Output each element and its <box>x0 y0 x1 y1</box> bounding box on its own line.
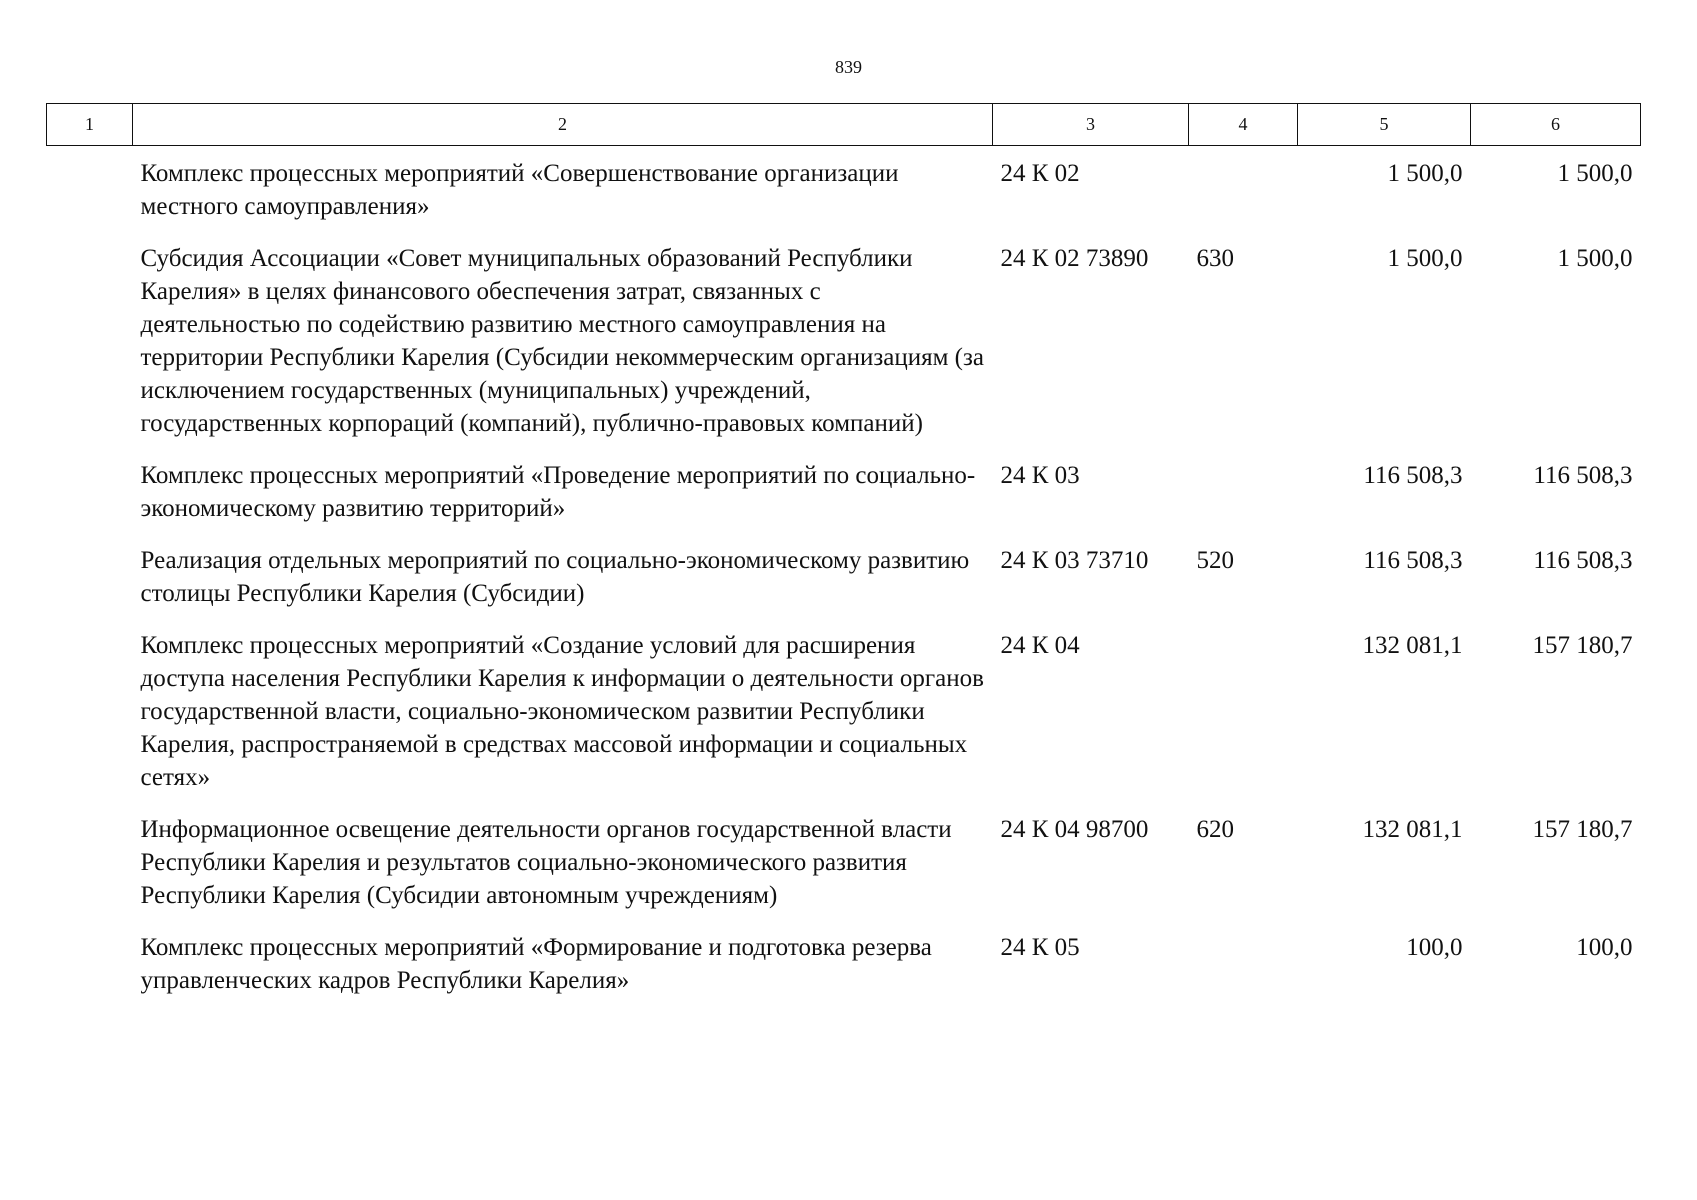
amount-col-5: 1 500,0 <box>1387 160 1463 187</box>
row-number-cell <box>47 920 133 1005</box>
row-number-cell <box>47 231 133 448</box>
header-row <box>47 104 1641 146</box>
item-code: 24 К 05 <box>1000 934 1080 961</box>
expense-type <box>1189 146 1298 232</box>
amount-col-5: 116 508,3 <box>1363 547 1463 574</box>
header-col-1: 1 <box>47 104 133 146</box>
item-name: Комплекс процессных мероприятий «Формирование и подготовка резерва управленческих кадров Республики Карелия» <box>140 934 932 994</box>
expense-type: 620 <box>1196 816 1234 843</box>
table-row <box>47 231 1641 448</box>
budget-table <box>46 103 1641 1005</box>
amount-col-5: 132 081,1 <box>1362 632 1463 659</box>
amount-col-5: 100,0 <box>1406 934 1463 961</box>
expense-type <box>1189 920 1298 1005</box>
expense-type <box>1189 448 1298 533</box>
item-name: Комплекс процессных мероприятий «Создание условий для расширения доступа населения Республики Карелия к информации о деятельности органов государственной власти, социально-экономическом развитии Республики Карелия, распространяемой в средствах массовой информации и социальных сетях» <box>140 632 984 791</box>
table-row <box>47 146 1641 232</box>
item-code: 24 К 03 <box>1000 462 1080 489</box>
amount-col-5: 1 500,0 <box>1387 245 1463 272</box>
item-code: 24 К 04 98700 <box>1000 816 1149 843</box>
amount-col-6: 116 508,3 <box>1533 547 1633 574</box>
row-number-cell <box>47 802 133 920</box>
table-row <box>47 920 1641 1005</box>
table-row <box>47 448 1641 533</box>
amount-col-6: 1 500,0 <box>1557 245 1633 272</box>
item-name: Информационное освещение деятельности органов государственной власти Республики Карелия и результатов социально-экономического развития Республики Карелия (Субсидии автономным учреждениям) <box>140 816 952 909</box>
header-col-4: 4 <box>1189 104 1298 146</box>
amount-col-5: 132 081,1 <box>1362 816 1463 843</box>
item-code: 24 К 03 73710 <box>1000 547 1149 574</box>
row-number-cell <box>47 618 133 802</box>
row-number-cell <box>47 533 133 618</box>
header-col-2: 2 <box>133 104 993 146</box>
item-code: 24 К 04 <box>1000 632 1080 659</box>
item-code: 24 К 02 73890 <box>1000 245 1149 272</box>
amount-col-5: 116 508,3 <box>1363 462 1463 489</box>
item-code: 24 К 02 <box>1000 160 1080 187</box>
page-number: 839 <box>835 57 862 77</box>
item-name: Реализация отдельных мероприятий по социально-экономическому развитию столицы Республики Карелия (Субсидии) <box>140 547 970 607</box>
amount-col-6: 116 508,3 <box>1533 462 1633 489</box>
amount-col-6: 157 180,7 <box>1532 632 1633 659</box>
amount-col-6: 157 180,7 <box>1532 816 1633 843</box>
table-row <box>47 802 1641 920</box>
item-name: Комплекс процессных мероприятий «Проведение мероприятий по социально-экономическому развитию территорий» <box>140 462 976 522</box>
table-row <box>47 618 1641 802</box>
item-name: Субсидия Ассоциации «Совет муниципальных образований Республики Карелия» в целях финансового обеспечения затрат, связанных с деятельностью по содействию развитию местного самоуправления на территории Республики Карелия (Субсидии некоммерческим организациям (за исключением государственных (муниципальных) учреждений, государственных корпораций (компаний), публично-правовых компаний) <box>140 245 984 437</box>
amount-col-6: 1 500,0 <box>1557 160 1633 187</box>
expense-type: 520 <box>1196 547 1234 574</box>
header-col-5: 5 <box>1298 104 1471 146</box>
row-number-cell <box>47 448 133 533</box>
header-col-3: 3 <box>993 104 1189 146</box>
item-name: Комплекс процессных мероприятий «Совершенствование организации местного самоуправления» <box>140 160 899 220</box>
expense-type <box>1189 618 1298 802</box>
row-number-cell <box>47 146 133 232</box>
header-col-6: 6 <box>1471 104 1641 146</box>
expense-type: 630 <box>1196 245 1234 272</box>
amount-col-6: 100,0 <box>1576 934 1633 961</box>
table-row <box>47 533 1641 618</box>
